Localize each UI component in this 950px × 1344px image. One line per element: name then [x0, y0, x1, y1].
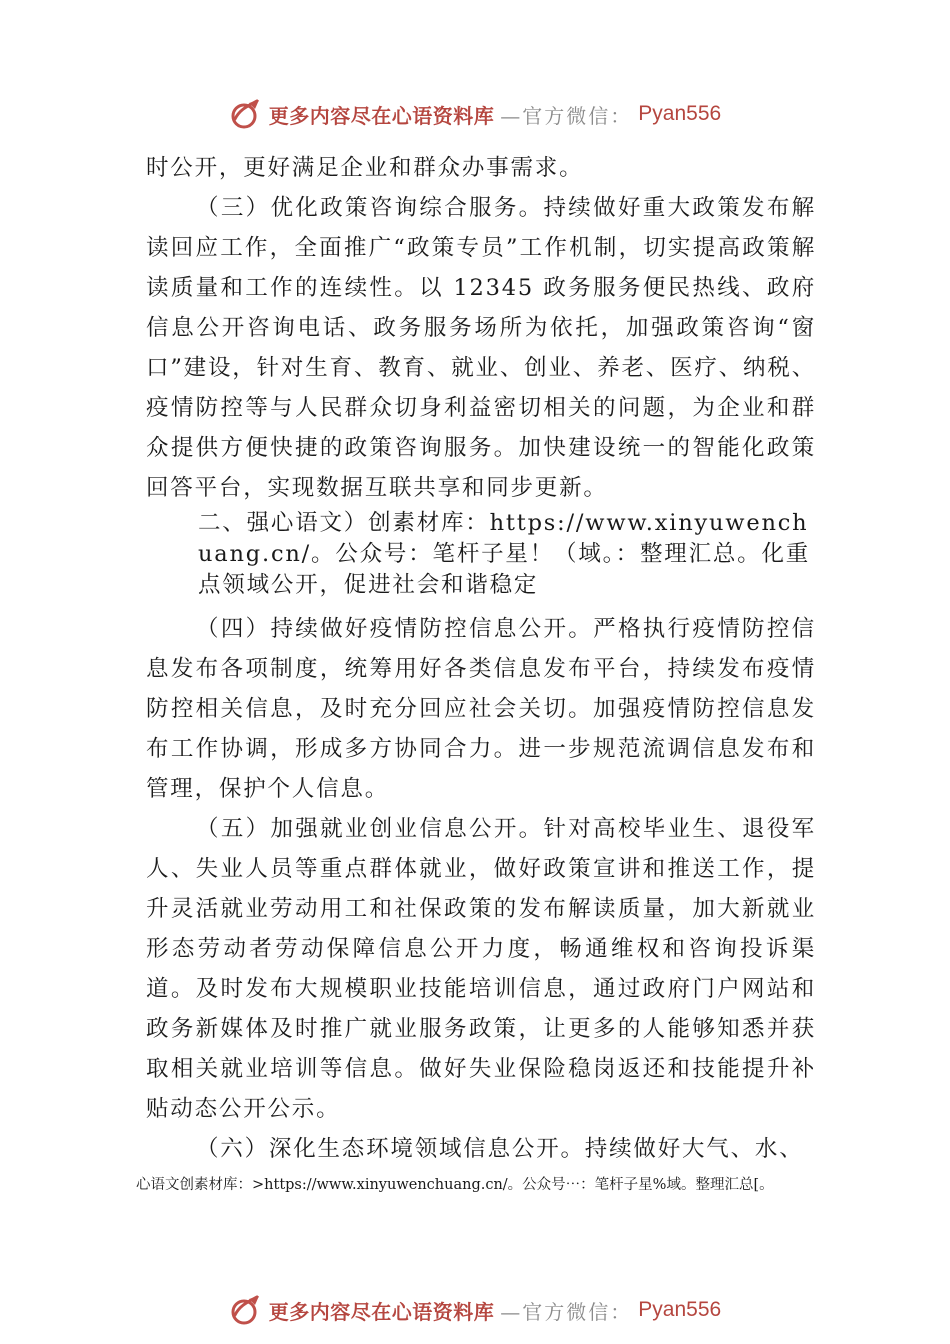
paragraph-epidemic-info: （四）持续做好疫情防控信息公开。严格执行疫情防控信息发布各项制度，统筹用好各类信息发布平台，持续发布疫情防控相关信息，及时充分回应社会关切。加强疫情防控信息发布工作协调，形成多方协同合力。进一步规范流调信息发布和管理，保护个人信息。: [146, 616, 816, 802]
document-body: [146, 148, 816, 1169]
banner-wechat-id: Pyan556: [638, 1298, 722, 1321]
paragraph-policy-consulting: （三）优化政策咨询综合服务。持续做好重大政策发布解读回应工作，全面推广“政策专员”工作机制，切实提高政策解读质量和工作的连续性。以 12345 政务服务便民热线、政府信息公开咨询电话、政务服务场所为依托，加强政策咨询“窗口”建设，针对生育、教育、就业、创业、养老、医疗、纳税、疫情防控等与人民群众切身利益密切相关的问题，为企业和群众提供方便快捷的政策咨询服务。加快建设统一的智能化政策回答平台，实现数据互联共享和同步更新。: [146, 195, 816, 501]
pen-circle-logo-icon: [229, 1293, 263, 1327]
footnote-text: 心语文创素材库：>https://www.xinyuwenchuang.cn/。公众号⋯：笔杆子星%域。整理汇总[。: [136, 1177, 774, 1193]
pen-circle-logo-icon: [229, 97, 263, 131]
banner-title: 更多内容尽在心语资料库: [268, 103, 495, 128]
banner-wechat-label: —官方微信：: [500, 103, 633, 128]
footer-banner: [0, 1290, 950, 1330]
paragraph-employment-info: （五）加强就业创业信息公开。针对高校毕业生、退役军人、失业人员等重点群体就业，做好政策宣讲和推送工作，提升灵活就业劳动用工和社保政策的发布解读质量，加大新就业形态劳动者劳动保障信息公开力度，畅通维权和咨询投诉渠道。及时发布大规模职业技能培训信息，通过政府门户网站和政务新媒体及时推广就业服务政策，让更多的人能够知悉并获取相关就业培训等信息。做好失业保险稳岗返还和技能提升补贴动态公开公示。: [146, 816, 816, 1122]
banner-title: 更多内容尽在心语资料库: [268, 1299, 495, 1324]
header-banner: [0, 94, 950, 134]
banner-wechat-id: Pyan556: [638, 102, 722, 125]
paragraph-ecology-info: （六）深化生态环境领域信息公开。持续做好大气、水、: [196, 1136, 804, 1162]
banner-wechat-label: —官方微信：: [500, 1299, 633, 1324]
paragraph-continuation: 时公开，更好满足企业和群众办事需求。: [146, 155, 584, 181]
section-heading-two: 二、强心语文）创素材库：https://www.xinyuwenchuang.cn/。公众号：笔杆子星！（域。：整理汇总。化重点领域公开，促进社会和谐稳定: [198, 510, 811, 598]
